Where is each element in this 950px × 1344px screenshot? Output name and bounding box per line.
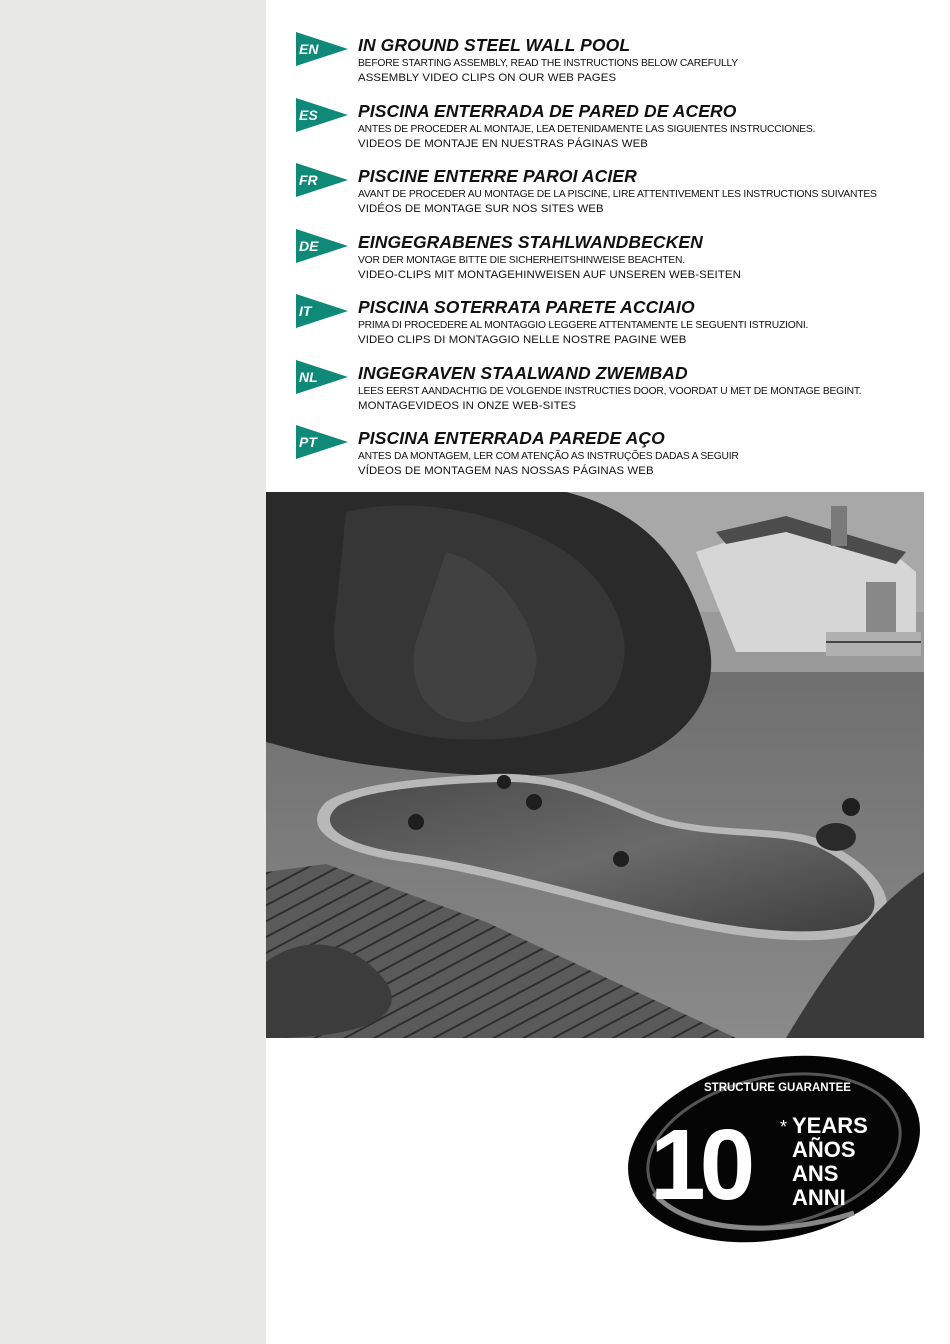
section-video-note: MONTAGEVIDEOS IN ONZE WEB-SITES	[358, 399, 577, 412]
section-it	[296, 294, 936, 360]
language-code: FR	[299, 172, 318, 188]
section-en	[296, 32, 936, 98]
section-title: PISCINE ENTERRE PAROI ACIER	[358, 166, 637, 186]
section-instructions: VOR DER MONTAGE BITTE DIE SICHERHEITSHINWEISE BEACHTEN.	[358, 254, 685, 266]
pool-photo	[266, 492, 924, 1038]
language-flag-es	[296, 98, 348, 132]
language-code: DE	[299, 237, 319, 254]
section-video-note: VIDÉOS DE MONTAGE SUR NOS SITES WEB	[358, 203, 604, 215]
section-instructions: ANTES DA MONTAGEM, LER COM ATENÇÃO AS INSTRUÇÕES DADAS A SEGUIR	[358, 451, 739, 462]
language-code: ES	[299, 106, 318, 123]
section-es	[296, 98, 936, 164]
section-pt	[296, 425, 936, 491]
language-flag-it	[296, 294, 348, 328]
language-code: PT	[299, 434, 317, 450]
section-title: IN GROUND STEEL WALL POOL	[358, 35, 631, 55]
badge-years-es: AÑOS	[792, 1137, 856, 1162]
badge-number: 10	[650, 1109, 750, 1221]
language-code: EN	[299, 41, 319, 57]
badge-years-en: YEARS	[792, 1113, 868, 1138]
section-title: INGEGRAVEN STAALWAND ZWEMBAD	[358, 362, 688, 383]
language-code: NL	[299, 368, 318, 385]
section-instructions: BEFORE STARTING ASSEMBLY, READ THE INSTRUCTIONS BELOW CAREFULLY	[358, 58, 738, 69]
language-sections	[296, 32, 936, 491]
section-video-note: VIDEO CLIPS DI MONTAGGIO NELLE NOSTRE PAGINE WEB	[358, 334, 687, 346]
section-fr	[296, 163, 936, 229]
section-nl	[296, 360, 936, 426]
guarantee-badge	[624, 1053, 926, 1243]
section-video-note: VÍDEOS DE MONTAGEM NAS NOSSAS PÁGINAS WEB	[358, 465, 654, 477]
badge-years-it: ANNI	[792, 1185, 846, 1210]
language-flag-de	[296, 229, 348, 263]
language-flag-pt	[296, 425, 348, 459]
language-flag-nl	[296, 360, 348, 394]
section-de	[296, 229, 936, 295]
pool-photo-image	[266, 492, 924, 1038]
section-title: PISCINA SOTERRATA PARETE ACCIAIO	[358, 297, 695, 317]
language-flag-en	[296, 32, 348, 66]
section-video-note: VIDEOS DE MONTAJE EN NUESTRAS PÁGINAS WEB	[358, 137, 648, 150]
left-sidebar-panel	[0, 0, 266, 1344]
badge-heading: STRUCTURE GUARANTEE	[704, 1082, 851, 1094]
section-title: PISCINA ENTERRADA DE PARED DE ACERO	[358, 100, 737, 121]
badge-years-fr: ANS	[792, 1161, 839, 1186]
section-instructions: LEES EERST AANDACHTIG DE VOLGENDE INSTRUCTIES DOOR, VOORDAT U MET DE MONTAGE BEGINT.	[358, 385, 862, 397]
section-video-note: ASSEMBLY VIDEO CLIPS ON OUR WEB PAGES	[358, 72, 617, 84]
language-code: IT	[299, 303, 312, 319]
badge-asterisk: *	[780, 1117, 788, 1137]
section-title: EINGEGRABENES STAHLWANDBECKEN	[358, 231, 703, 252]
guarantee-badge-graphic	[624, 1053, 926, 1243]
section-instructions: PRIMA DI PROCEDERE AL MONTAGGIO LEGGERE ATTENTAMENTE LE SEGUENTI ISTRUZIONI.	[358, 320, 809, 331]
language-flag-fr	[296, 163, 348, 197]
section-video-note: VIDEO-CLIPS MIT MONTAGEHINWEISEN AUF UNSEREN WEB-SEITEN	[358, 268, 741, 281]
section-instructions: AVANT DE PROCEDER AU MONTAGE DE LA PISCINE, LIRE ATTENTIVEMENT LES INSTRUCTIONS SUIVANTES	[358, 189, 877, 200]
section-title: PISCINA ENTERRADA PAREDE AÇO	[358, 428, 665, 448]
section-instructions: ANTES DE PROCEDER AL MONTAJE, LEA DETENIDAMENTE LAS SIGUIENTES INSTRUCCIONES.	[358, 123, 816, 135]
